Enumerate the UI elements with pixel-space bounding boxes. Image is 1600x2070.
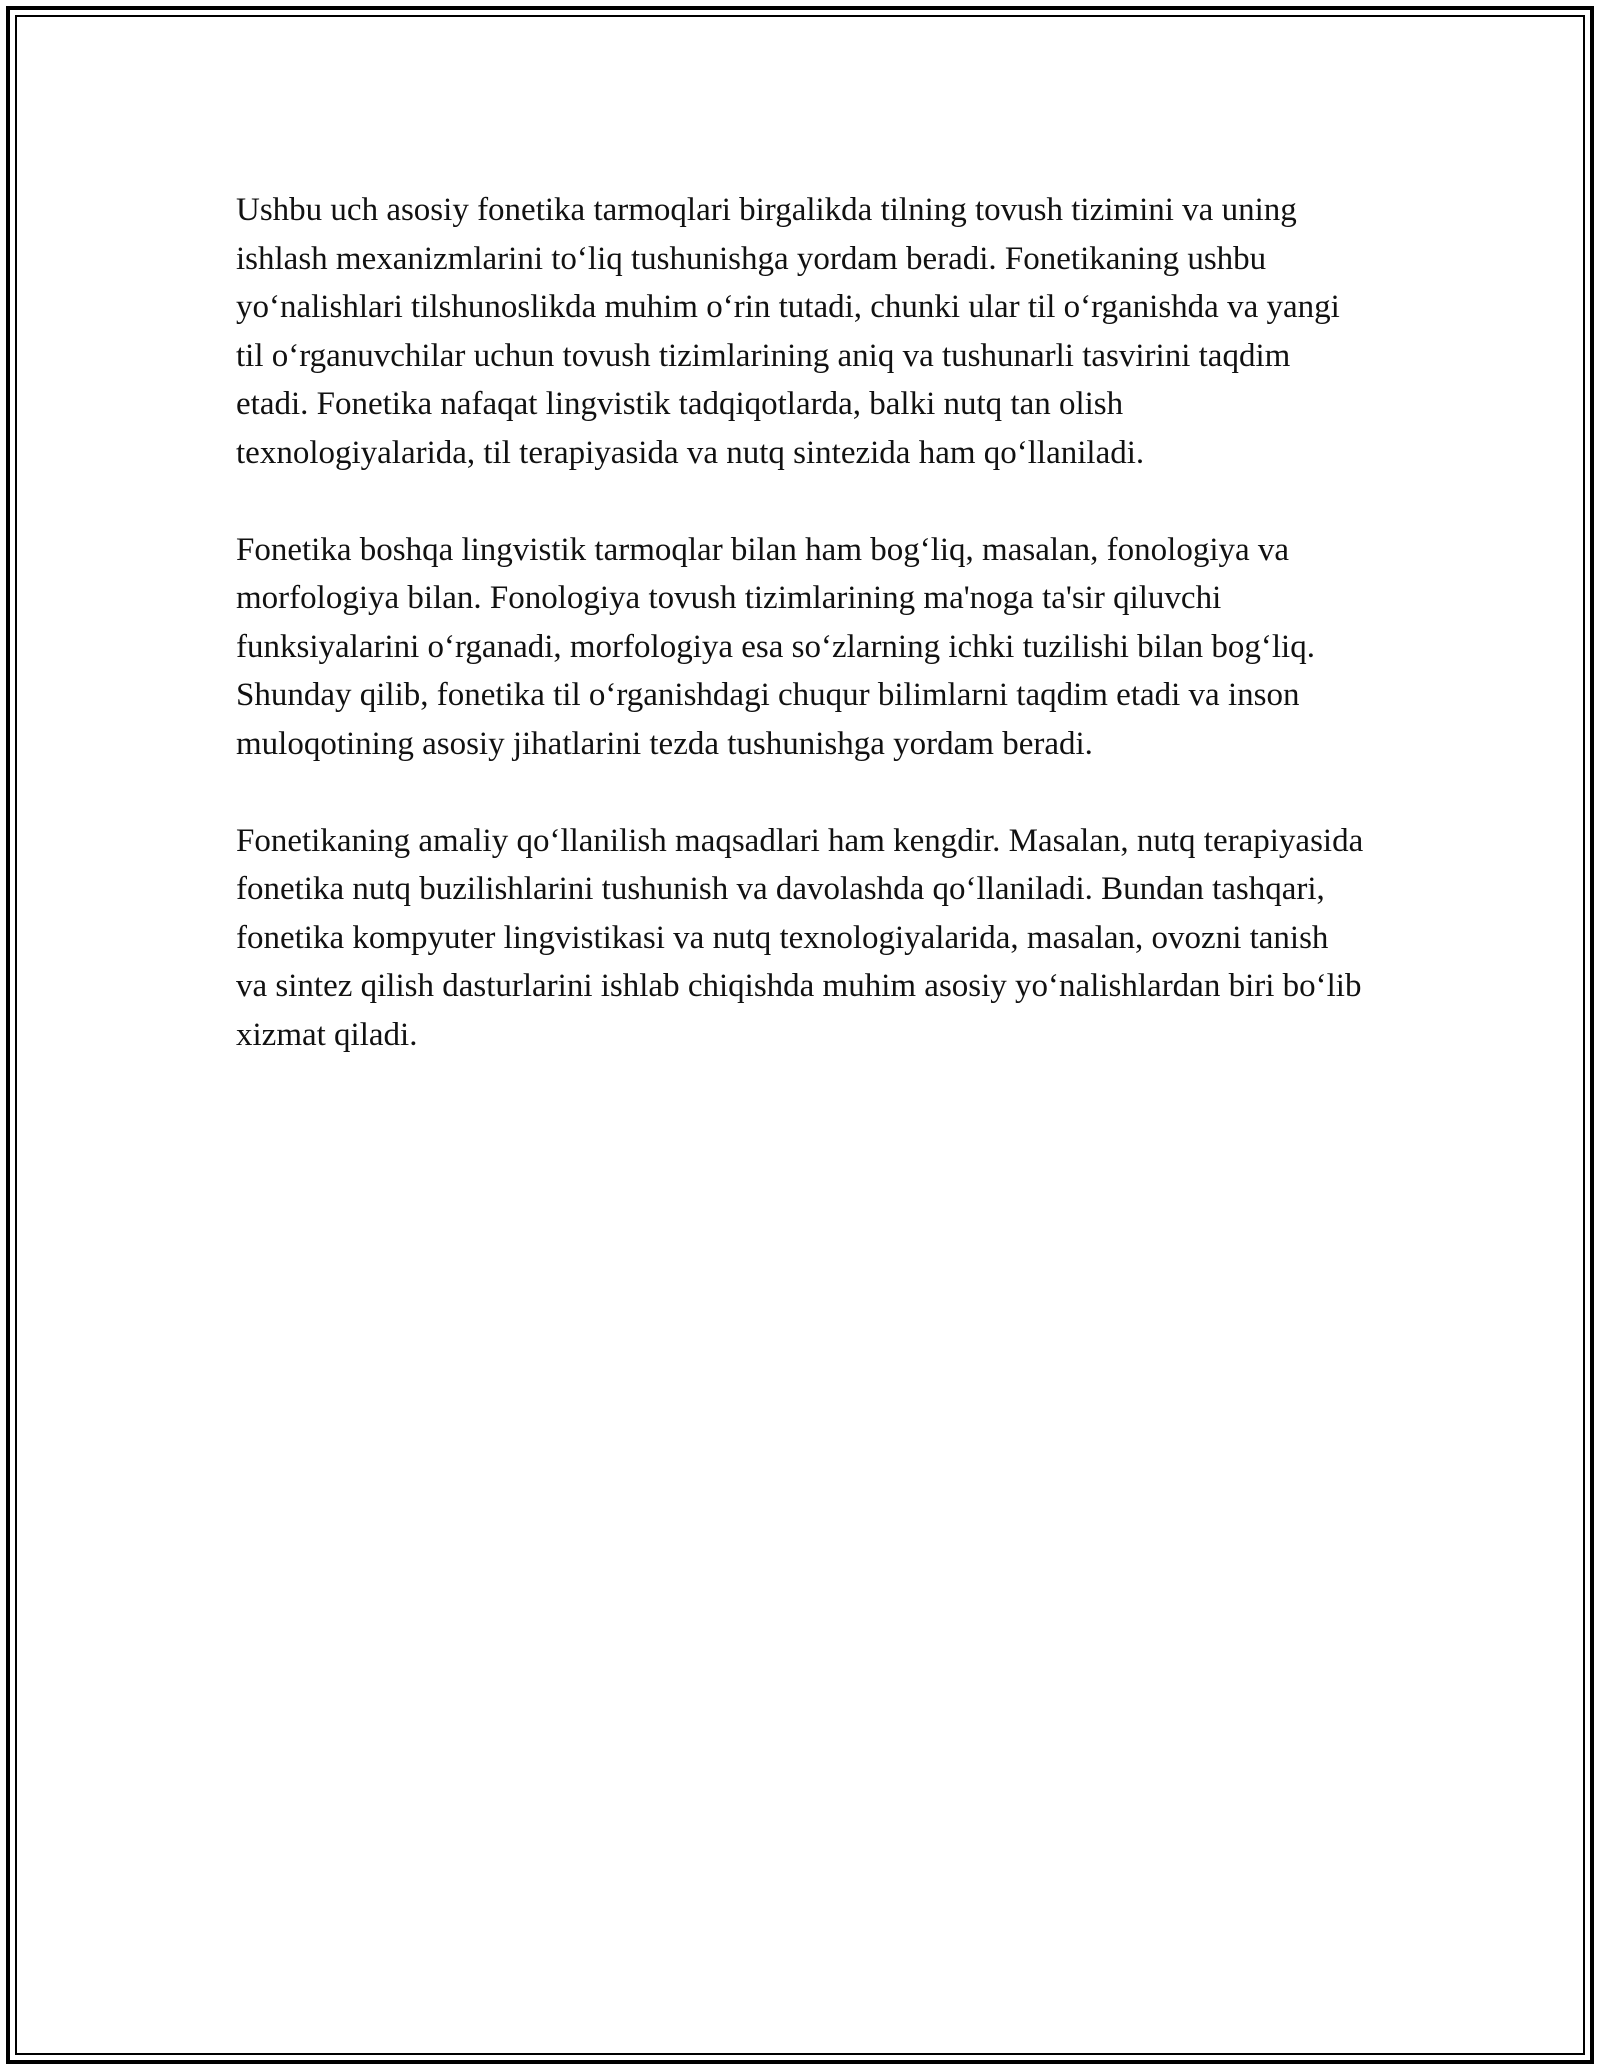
document-body [236,186,1366,1108]
paragraph-3: Fonetikaning amaliy qo‘llanilish maqsadlari ham kengdir. Masalan, nutq terapiyasida fonetika nutq buzilishlarini tushunish va davolashda qo‘llaniladi. Bundan tashqari, fonetika kompyuter lingvistikasi va nutq texnologiyalarida, masalan, ovozni tanish va sintez qilish dasturlarini ishlab chiqishda muhim asosiy yo‘nalishlardan biri bo‘lib xizmat qiladi. [236,822,1364,1053]
paragraph-2: Fonetika boshqa lingvistik tarmoqlar bilan ham bog‘liq, masalan, fonologiya va morfologiya bilan. Fonologiya tovush tizimlarining ma'noga ta'sir qiluvchi funksiyalarini o‘rganadi, morfologiya esa so‘zlarning ichki tuzilishi bilan bog‘liq. Shunday qilib, fonetika til o‘rganishdagi chuqur bilimlarni taqdim etadi va inson muloqotining asosiy jihatlarini tezda tushunishga yordam beradi. [236,531,1315,762]
paragraph-1: Ushbu uch asosiy fonetika tarmoqlari birgalikda tilning tovush tizimini va uning ishlash mexanizmlarini to‘liq tushunishga yordam beradi. Fonetikaning ushbu yo‘nalishlari tilshunoslikda muhim o‘rin tutadi, chunki ular til o‘rganishda va yangi til o‘rganuvchilar uchun tovush tizimlarining aniq va tushunarli tasvirini taqdim etadi. Fonetika nafaqat lingvistik tadqiqotlarda, balki nutq tan olish texnologiyalarida, til terapiyasida va nutq sintezida ham qo‘llaniladi. [236,192,1340,471]
